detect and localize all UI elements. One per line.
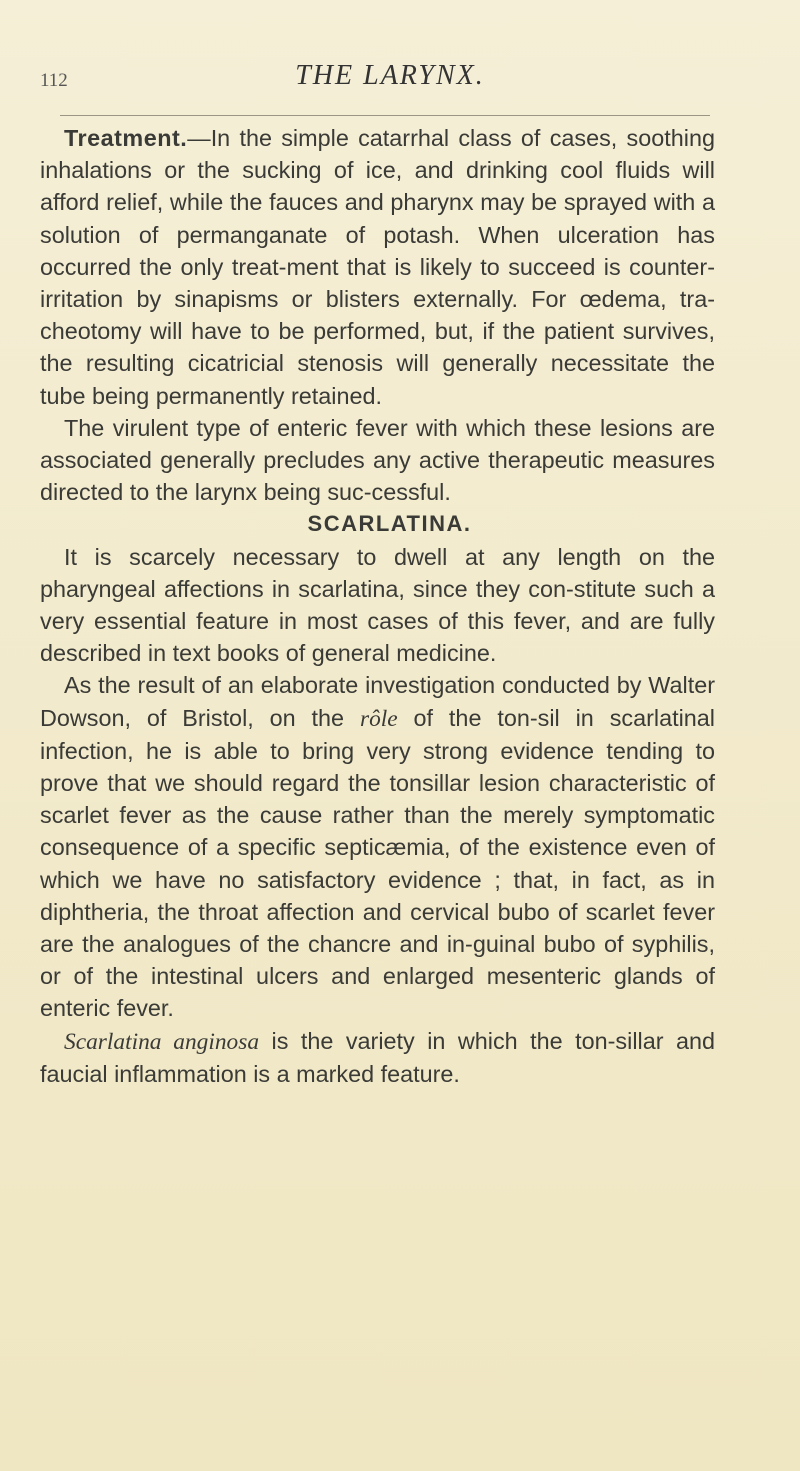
anginosa-text: is the variety in which the ton-sillar and faucial inflammation is a marked feature. (40, 1027, 715, 1087)
treatment-text: —In the simple catarrhal class of cases, soothing inhalations or the sucking of ice, and drinking cool fluids will afford relief, while the fauces and pharynx may be sprayed with a solution of permanganate of potash. When ulceration has occurred the only treat-ment that is likely to succeed is counter-irritation by sinapisms or blisters externally. For œdema, tra-cheotomy will have to be performed, but, if the patient survives, the resulting cicatricial stenosis will generally necessitate the tube being permanently retained. (40, 125, 715, 409)
dowson-text-2: of the ton-sil in scarlatinal infection, he is able to bring very strong evidence tending to prove that we should regard the tonsillar lesion characteristic of scarlet fever as the cause rather than the merely symptomatic consequence of a specific septicæmia, of the existence even of which we have no satisfactory evidence ; that, in fact, as in diphtheria, the throat affection and cervical bubo of scarlet fever are the analogues of the chancre and in-guinal bubo of syphilis, or of the intestinal ulcers and enlarged mesenteric glands of enteric fever. (40, 704, 716, 1022)
section-heading: SCARLATINA. (307, 511, 472, 537)
paragraph-enteric: The virulent type of enteric fever with which these lesions are associated generally precludes any active therapeutic measures directed to the larynx being suc-cessful. (40, 414, 715, 506)
page-title: THE LARYNX. (295, 60, 485, 91)
body-text (40, 122, 715, 1090)
anginosa-italic: Scarlatina anginosa (64, 1028, 260, 1055)
book-page (40, 0, 760, 1471)
paragraph-dowson (40, 669, 715, 1024)
dowson-text-1: As the result of an elaborate investigation conducted by Walter Dowson, of Bristol, on the (40, 672, 715, 731)
dowson-italic: rôle (359, 705, 398, 732)
paragraph-scarlatina-intro: It is scarcely necessary to dwell at any length on the pharyngeal affections in scarlatina, since they con-stitute such a very essential feature in most cases of this fever, and are fully described in text books of general medicine. (40, 543, 715, 667)
paragraph-anginosa (40, 1025, 715, 1090)
page-number: 112 (40, 70, 68, 91)
treatment-lead: Treatment. (64, 125, 188, 151)
header-rule (60, 115, 710, 116)
paragraph-treatment (40, 122, 715, 412)
running-head (40, 60, 740, 120)
